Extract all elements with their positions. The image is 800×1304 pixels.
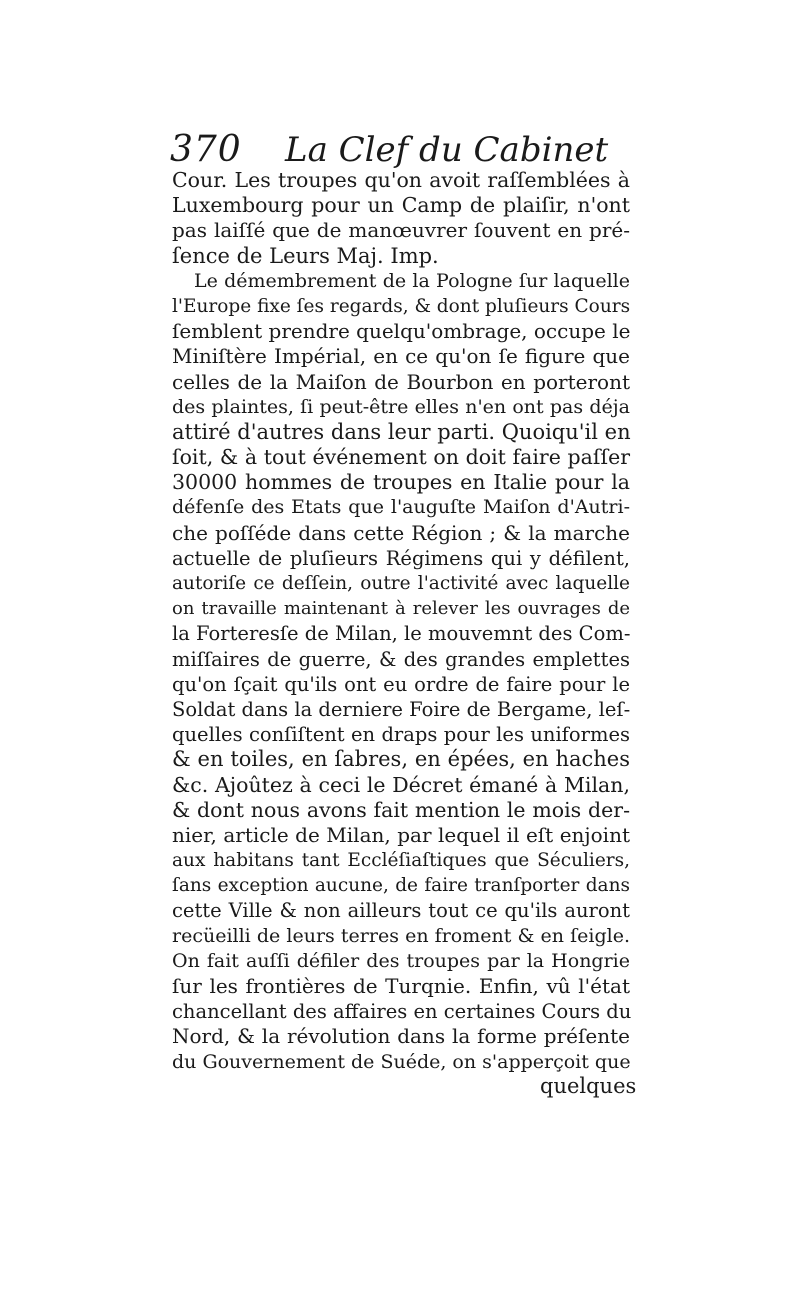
text-line: & en toiles, en ſabres, en épées, en haches — [172, 747, 630, 772]
page-number: 370 — [170, 129, 242, 170]
text-line: Nord, & la révolution dans la forme préſente — [172, 1024, 630, 1049]
text-line: Le démembrement de la Pologne ſur laquelle — [194, 269, 630, 292]
text-line: qu'on ſçait qu'ils ont eu ordre de faire pour le — [172, 672, 630, 696]
text-line: ſur les frontières de Turqnie. Enfin, vû l'état — [172, 974, 630, 998]
text-line: la Forteresſe de Milan, le mouvemnt des Com- — [172, 622, 631, 646]
text-line: attiré d'autres dans leur parti. Quoiqu'il en — [172, 419, 631, 444]
text-line: Luxembourg pour un Camp de plaiſir, n'ont — [172, 193, 630, 218]
text-line: che poſſéde dans cette Région ; & la marche — [172, 520, 630, 545]
text-line: l'Europe fixe ſes regards, & dont pluſieurs Cours — [172, 295, 631, 317]
text-line: celles de la Maiſon de Bourbon en porteront — [172, 369, 630, 394]
text-line: du Gouvernement de Suéde, on s'apperçoit que — [172, 1050, 631, 1073]
text-line: on travaille maintenant à relever les ouvrages de — [172, 598, 630, 620]
text-line: Cour. Les troupes qu'on avoit raſſemblées à — [172, 168, 630, 192]
text-line: &c. Ajoûtez à ceci le Décret émané à Milan, — [172, 772, 630, 797]
text-line: recüeilli de leurs terres en froment & en ſeigle. — [172, 924, 630, 947]
text-line: Miniſtère Impérial, en ce qu'on ſe figure que — [172, 344, 630, 369]
text-line: chancellant des affaires en certaines Cours du — [172, 1000, 632, 1024]
text-line: 30000 hommes de troupes en Italie pour la — [172, 470, 630, 495]
text-line: défenſe des Etats que l'auguſte Maiſon d'Autri- — [172, 496, 630, 519]
text-line: quelles conſiſtent en draps pour les uniformes — [172, 723, 630, 747]
text-line: ſoit, & à tout événement on doit faire paſſer — [172, 445, 630, 470]
text-line: cette Ville & non ailleurs tout ce qu'ils auront — [172, 899, 630, 923]
text-line: pas laiſſé que de manœuvrer ſouvent en pré- — [172, 218, 630, 243]
body-text — [172, 168, 630, 1075]
text-line: actuelle de pluſieurs Régimens qui y défilent, — [172, 546, 630, 570]
text-line: autoriſe ce deſſein, outre l'activité avec laquelle — [172, 573, 630, 594]
text-line: ſemblent prendre quelqu'ombrage, occupe le — [172, 319, 631, 344]
text-line: nier, article de Milan, par lequel il eſt enjoint — [172, 822, 630, 847]
text-line: ſans exception aucune, de faire tranſporter dans — [172, 875, 630, 897]
page-header — [170, 128, 640, 172]
text-line: miſſaires de guerre, & des grandes emplettes — [172, 647, 630, 671]
text-line: On fait auſſi défiler des troupes par la Hongrie — [172, 949, 630, 972]
catchword: quelques — [540, 1074, 637, 1098]
text-line: ſence de Leurs Maj. Imp. — [172, 243, 439, 268]
text-line: des plaintes, ſi peut-être elles n'en ont pas déja — [172, 395, 630, 418]
text-line: aux habitans tant Eccléſiaſtiques que Séculiers, — [172, 850, 630, 872]
text-line: Soldat dans la derniere Foire de Bergame, leſ- — [172, 697, 631, 721]
running-title: La Clef du Cabinet — [285, 130, 609, 170]
text-line: & dont nous avons fait mention le mois der- — [172, 797, 630, 822]
